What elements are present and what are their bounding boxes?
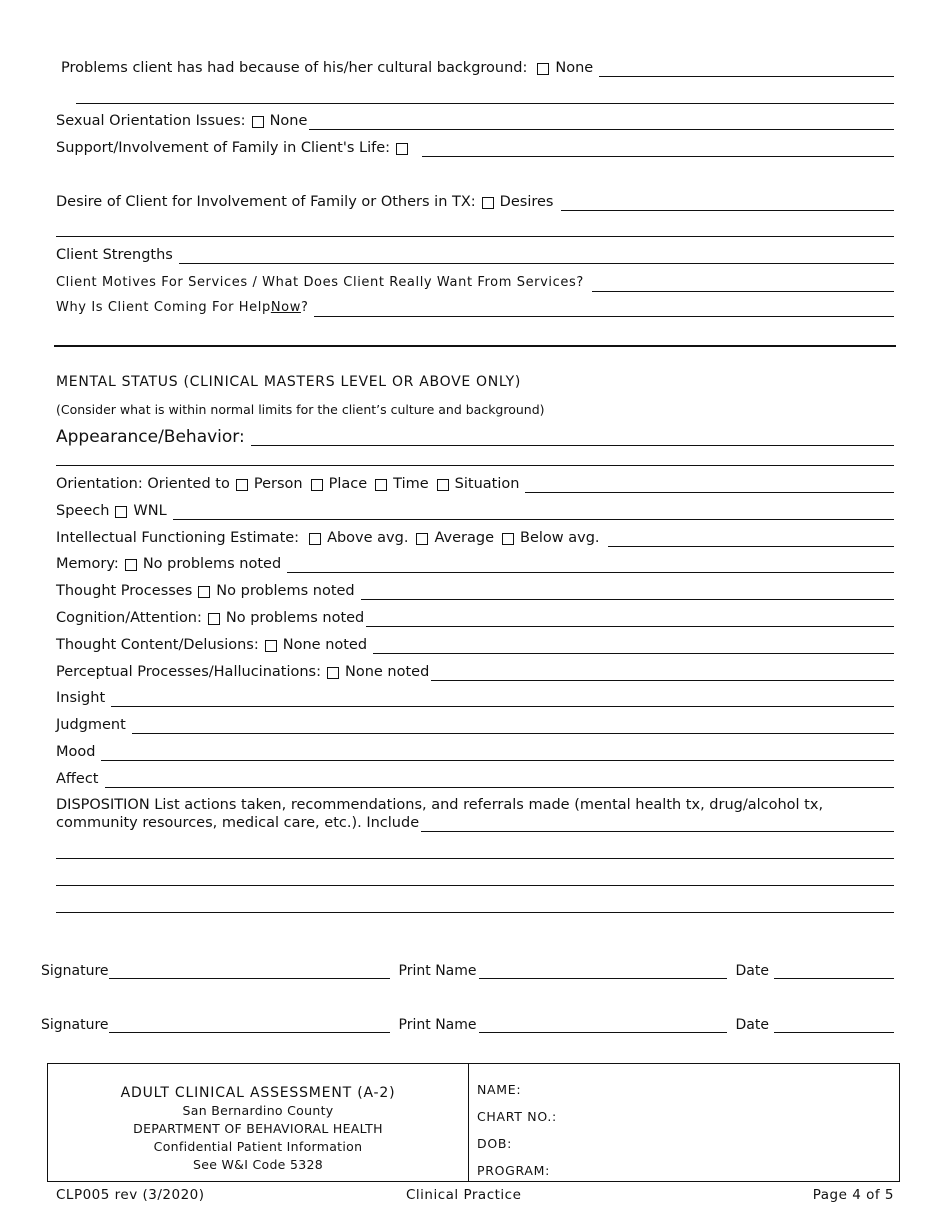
mood-row bbox=[56, 743, 894, 761]
intellectual-average-label: Average bbox=[434, 530, 494, 546]
strengths-field[interactable] bbox=[179, 246, 894, 264]
judgment-label: Judgment bbox=[56, 717, 126, 733]
cognition-row bbox=[56, 609, 894, 627]
thought-content-row bbox=[56, 636, 894, 654]
memory-label: Memory: bbox=[56, 556, 119, 572]
mental-status-title: MENTAL STATUS (CLINICAL MASTERS LEVEL OR ABOVE ONLY) bbox=[56, 374, 521, 390]
section-divider bbox=[54, 345, 896, 347]
judgment-field[interactable] bbox=[132, 716, 894, 734]
intellectual-above-label: Above avg. bbox=[327, 530, 409, 546]
memory-option-label: No problems noted bbox=[142, 556, 282, 572]
orientation-person-label: Person bbox=[253, 476, 303, 492]
footer-center: Clinical Practice bbox=[406, 1187, 522, 1203]
cognition-field[interactable] bbox=[366, 609, 894, 627]
cultural-none-label: None bbox=[555, 60, 594, 76]
speech-field[interactable] bbox=[173, 502, 894, 520]
signature-field-1[interactable] bbox=[109, 961, 390, 979]
intellectual-label: Intellectual Functioning Estimate: bbox=[56, 530, 300, 546]
date-label-2: Date bbox=[735, 1017, 769, 1033]
mood-field[interactable] bbox=[101, 743, 894, 761]
disposition-row-2 bbox=[56, 814, 894, 832]
strengths-label: Client Strengths bbox=[56, 247, 173, 263]
print-name-label-1: Print Name bbox=[398, 963, 477, 979]
insight-row bbox=[56, 689, 894, 707]
disposition-field-line3[interactable] bbox=[56, 885, 894, 886]
disposition-field-line2[interactable] bbox=[56, 858, 894, 859]
appearance-row bbox=[56, 428, 894, 446]
cognition-label: Cognition/Attention: bbox=[56, 610, 202, 626]
speech-label: Speech bbox=[56, 503, 110, 519]
motives-row bbox=[56, 274, 894, 292]
date-field-2[interactable] bbox=[774, 1015, 894, 1033]
perceptual-field[interactable] bbox=[431, 663, 894, 681]
sexual-none-label: None bbox=[269, 113, 308, 129]
cultural-none-checkbox[interactable] bbox=[537, 63, 549, 75]
confidential-notice: Confidential Patient Information bbox=[153, 1139, 363, 1154]
desire-field-line2[interactable] bbox=[56, 236, 894, 237]
why-label-now: Now bbox=[270, 300, 301, 315]
perceptual-option-label: None noted bbox=[344, 664, 430, 680]
disposition-row-1 bbox=[56, 796, 894, 814]
cultural-field-line2[interactable] bbox=[76, 103, 894, 104]
patient-info-box bbox=[47, 1063, 900, 1182]
print-name-field-1[interactable] bbox=[479, 961, 727, 979]
intellectual-average-checkbox[interactable] bbox=[416, 533, 428, 545]
sexual-field[interactable] bbox=[309, 112, 894, 130]
orientation-label: Orientation: Oriented to bbox=[56, 476, 230, 492]
why-label-pre: Why Is Client Coming For Help bbox=[56, 300, 271, 315]
thought-content-label: Thought Content/Delusions: bbox=[56, 637, 259, 653]
footer-form-code: CLP005 rev (3/2020) bbox=[56, 1187, 205, 1203]
support-label: Support/Involvement of Family in Client's Life: bbox=[56, 140, 391, 156]
orientation-place-checkbox[interactable] bbox=[311, 479, 323, 491]
orientation-place-label: Place bbox=[328, 476, 368, 492]
motives-label: Client Motives For Services / What Does Client Really Want From Services? bbox=[56, 275, 584, 290]
county-name: San Bernardino County bbox=[182, 1103, 334, 1118]
mood-label: Mood bbox=[56, 744, 96, 760]
support-checkbox[interactable] bbox=[396, 143, 408, 155]
cognition-option-label: No problems noted bbox=[225, 610, 365, 626]
why-label-post: ? bbox=[300, 300, 309, 315]
support-row bbox=[56, 139, 894, 157]
perceptual-row bbox=[56, 663, 894, 681]
insight-label: Insight bbox=[56, 690, 106, 706]
support-field[interactable] bbox=[422, 139, 894, 157]
affect-label: Affect bbox=[56, 771, 99, 787]
speech-wnl-label: WNL bbox=[133, 503, 167, 519]
intellectual-below-label: Below avg. bbox=[520, 530, 600, 546]
orientation-field[interactable] bbox=[525, 475, 894, 493]
signature-label-2: Signature bbox=[41, 1017, 109, 1033]
print-name-field-2[interactable] bbox=[479, 1015, 727, 1033]
footer-page-number: Page 4 of 5 bbox=[812, 1187, 894, 1203]
print-name-label-2: Print Name bbox=[398, 1017, 477, 1033]
date-field-1[interactable] bbox=[774, 961, 894, 979]
orientation-time-checkbox[interactable] bbox=[375, 479, 387, 491]
perceptual-label: Perceptual Processes/Hallucinations: bbox=[56, 664, 321, 680]
patient-fields bbox=[469, 1064, 899, 1181]
patient-name-field[interactable]: NAME: bbox=[477, 1082, 522, 1097]
insight-field[interactable] bbox=[111, 689, 894, 707]
signature-row-1 bbox=[41, 961, 894, 979]
disposition-field[interactable] bbox=[421, 814, 894, 832]
thought-content-option-label: None noted bbox=[282, 637, 368, 653]
intellectual-below-checkbox[interactable] bbox=[502, 533, 514, 545]
program-field[interactable]: PROGRAM: bbox=[477, 1163, 551, 1178]
signature-label-1: Signature bbox=[41, 963, 109, 979]
disposition-field-line4[interactable] bbox=[56, 912, 894, 913]
judgment-row bbox=[56, 716, 894, 734]
intellectual-field[interactable] bbox=[608, 529, 894, 547]
memory-field[interactable] bbox=[287, 555, 894, 573]
orientation-row bbox=[56, 475, 894, 493]
sexual-row bbox=[56, 112, 894, 130]
memory-row bbox=[56, 555, 894, 573]
strengths-row bbox=[56, 246, 894, 264]
intellectual-above-checkbox[interactable] bbox=[309, 533, 321, 545]
perceptual-checkbox[interactable] bbox=[327, 667, 339, 679]
department-name: DEPARTMENT OF BEHAVIORAL HEALTH bbox=[133, 1121, 383, 1136]
intellectual-row bbox=[56, 529, 894, 547]
form-title: ADULT CLINICAL ASSESSMENT (A-2) bbox=[120, 1085, 396, 1101]
orientation-person-checkbox[interactable] bbox=[236, 479, 248, 491]
appearance-label: Appearance/Behavior: bbox=[56, 427, 245, 447]
disposition-label-2: community resources, medical care, etc.). Include bbox=[56, 815, 420, 831]
cultural-field[interactable] bbox=[599, 59, 894, 77]
thought-processes-label: Thought Processes bbox=[56, 583, 193, 599]
signature-row-2 bbox=[41, 1015, 894, 1033]
sexual-label: Sexual Orientation Issues: bbox=[56, 113, 246, 129]
why-row bbox=[56, 299, 894, 317]
orientation-situation-checkbox[interactable] bbox=[437, 479, 449, 491]
signature-field-2[interactable] bbox=[109, 1015, 390, 1033]
appearance-field[interactable] bbox=[251, 428, 894, 446]
orientation-time-label: Time bbox=[393, 476, 429, 492]
motives-field[interactable] bbox=[592, 274, 894, 292]
dob-field[interactable]: DOB: bbox=[477, 1136, 513, 1151]
sexual-none-checkbox[interactable] bbox=[252, 116, 264, 128]
thought-processes-field[interactable] bbox=[361, 582, 894, 600]
memory-checkbox[interactable] bbox=[125, 559, 137, 571]
affect-field[interactable] bbox=[105, 770, 895, 788]
disposition-label-1: DISPOSITION List actions taken, recommendations, and referrals made (mental health tx, drug/alcohol tx, bbox=[56, 797, 824, 813]
form-identity bbox=[48, 1064, 469, 1181]
mental-status-note: (Consider what is within normal limits for the client’s culture and background) bbox=[56, 402, 545, 417]
why-field[interactable] bbox=[314, 299, 894, 317]
date-label-1: Date bbox=[735, 963, 769, 979]
affect-row bbox=[56, 770, 894, 788]
desire-checkbox[interactable] bbox=[482, 197, 494, 209]
thought-processes-checkbox[interactable] bbox=[198, 586, 210, 598]
speech-row bbox=[56, 502, 894, 520]
appearance-field-line2[interactable] bbox=[56, 465, 894, 466]
cultural-label: Problems client has had because of his/her cultural background: bbox=[61, 60, 528, 76]
cognition-checkbox[interactable] bbox=[208, 613, 220, 625]
desire-field[interactable] bbox=[561, 193, 894, 211]
desire-option-label: Desires bbox=[499, 194, 554, 210]
thought-content-checkbox[interactable] bbox=[265, 640, 277, 652]
speech-wnl-checkbox[interactable] bbox=[115, 506, 127, 518]
thought-content-field[interactable] bbox=[373, 636, 894, 654]
code-reference: See W&I Code 5328 bbox=[193, 1157, 323, 1172]
desire-row bbox=[56, 193, 894, 211]
thought-processes-option-label: No problems noted bbox=[216, 583, 355, 599]
cultural-row bbox=[61, 59, 894, 77]
thought-processes-row bbox=[56, 582, 894, 600]
desire-label: Desire of Client for Involvement of Family or Others in TX: bbox=[56, 194, 476, 210]
chart-number-field[interactable]: CHART NO.: bbox=[477, 1109, 557, 1124]
orientation-situation-label: Situation bbox=[454, 476, 520, 492]
